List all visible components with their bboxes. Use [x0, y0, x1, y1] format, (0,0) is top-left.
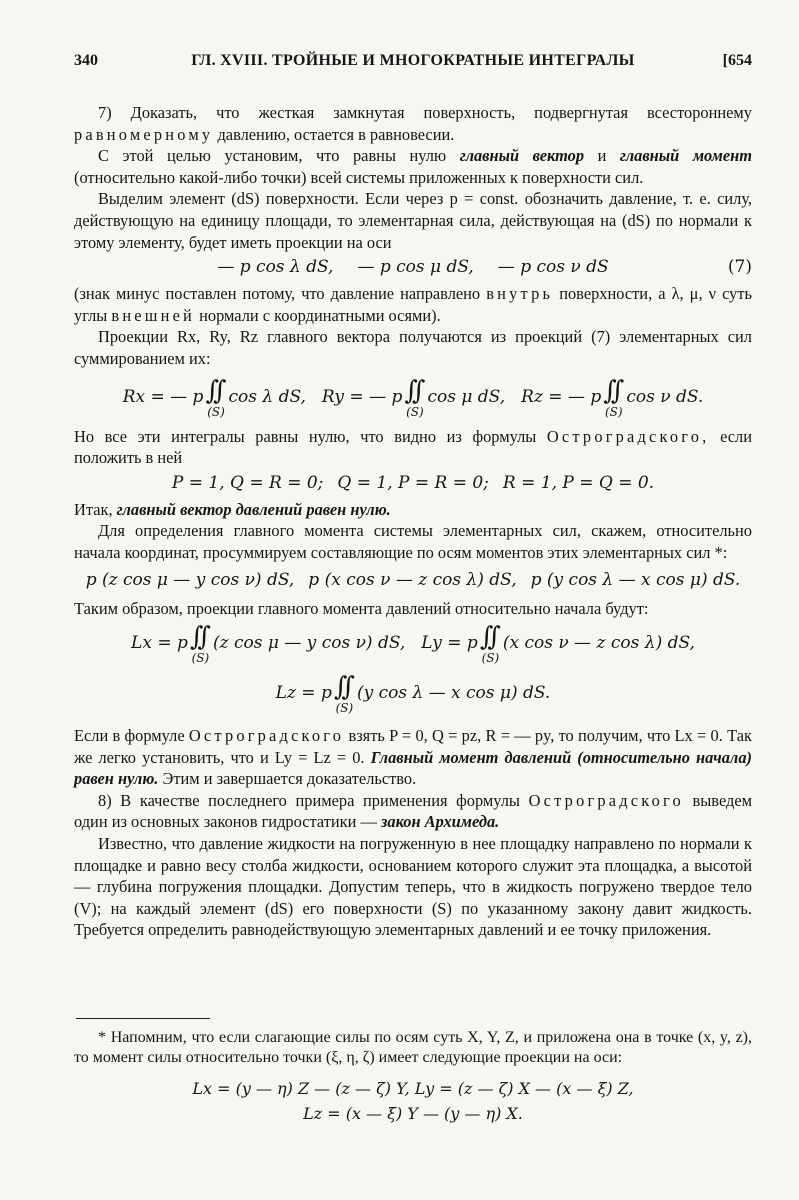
main-text — [74, 96, 752, 941]
footnote-rule — [76, 1018, 210, 1019]
paragraph-sign-note: (знак минус поставлен потому, что давление направлено внутрь поверхности, а λ, μ, ν суть углы внешней нормали с координатными осями). — [74, 284, 752, 325]
double-integral: ∫∫ (S) — [603, 375, 623, 419]
spaced-word: внутрь — [486, 284, 554, 304]
term-main-moment: главный момент — [619, 146, 752, 166]
equation-lx-ly: Lx = p ∫∫ (S) (z cos μ — y cos ν) dS, Ly = p ∫∫ (S) (x cos ν — z cos λ) dS, — [131, 622, 695, 666]
chapter-title: ГЛ. XVIII. ТРОЙНЫЕ И МНОГОКРАТНЫЕ ИНТЕГРАЛЫ — [191, 52, 635, 69]
conclusion-text: Главный момент давлений (относительно начала) равен нулю. — [74, 747, 752, 789]
paragraph-element: Выделим элемент (dS) поверхности. Если через p = const. обозначить давление, т. е. силу, действующую на единицу площади, то элементарная сила, действующая на (dS) по нормали к этому элементу, будет иметь проекции на оси — [74, 189, 752, 252]
paragraph-problem-8: 8) В качестве последнего примера применения формулы Остроградского выведем один из основных законов гидростатики — закон Архимеда. — [74, 790, 752, 832]
footnote-text: * Напомним, что если слагающие силы по осям суть X, Y, Z, и приложена она в точке (x, y, z), то момент силы относительно точки (ξ, η, ζ) имеет следующие проекции на оси: — [74, 1029, 752, 1066]
paragraph-conclusion-vector: Итак, главный вектор давлений равен нулю. — [74, 499, 391, 519]
double-integral: ∫∫ (S) — [404, 375, 424, 419]
spaced-word: внешней — [111, 305, 196, 325]
spaced-name: Остроградского — [188, 726, 345, 746]
equation-pqr: P = 1, Q = R = 0; Q = 1, P = R = 0; R = 1, P = Q = 0. — [171, 472, 655, 493]
spaced-word: равномерному — [74, 124, 214, 144]
term-main-vector: главный вектор — [459, 146, 585, 166]
equation-moment-components: p (z cos μ — y cos ν) dS, p (x cos ν — z cos λ) dS, p (y cos λ — x cos μ) dS. — [85, 569, 741, 590]
law-name: закон Архимеда. — [380, 812, 500, 832]
section-number: [654 — [722, 52, 752, 69]
footnote-equation-2: Lz = (x — ξ) Y — (y — η) X. — [303, 1104, 523, 1123]
paragraph-moment-projections: Таким образом, проекции главного момента давлений относительно начала будут: — [74, 598, 649, 618]
spaced-name: Остроградского, — [546, 426, 710, 446]
equation-main-vector: Rx = — p ∫∫ (S) cos λ dS, Ry = — p ∫∫ (S) cos μ dS, Rz = — p ∫∫ (S) cos ν dS. — [122, 375, 704, 419]
paragraph-goal: С этой целью установим, что равны нулю главный вектор и главный момент (относительно какой-либо точки) всей системы приложенных к поверхности сил. — [74, 146, 752, 187]
equation-lz: Lz = p ∫∫ (S) (y cos λ — x cos μ) dS. — [275, 672, 551, 716]
footnote — [74, 1028, 752, 1126]
running-header — [74, 52, 752, 82]
paragraph-moment-zero: Если в формуле Остроградского взять P = 0, Q = pz, R = — py, то получим, что Lx = 0. Так же легко установить, что и Ly = Lz = 0. Главный момент давлений (относительно начала) равен нулю. Этим и завершается доказательство. — [74, 726, 752, 789]
paragraph-problem-7: 7) Доказать, что жесткая замкнутая поверхность, подвергнутая всестороннему равномерному давлению, остается в равновесии. — [74, 103, 752, 144]
equation-number: (7) — [727, 257, 752, 278]
paragraph-moment: Для определения главного момента системы элементарных сил, скажем, относительно начала координат, просуммируем составляющие по осям моментов этих элементарных сил *: — [74, 521, 752, 562]
paragraph-hydrostatics: Известно, что давление жидкости на погруженную в нее площадку направлено по нормали к площадке и равно весу столба жидкости, основанием которого служит эта площадка, а высотой — глубина погружения площадки. Допустим теперь, что в жидкость погружено твердое тело (V); на каждый элемент (dS) его поверхности (S) по указанному закону давит жидкость. Требуется определить равнодействующую элементарных давлений и ее точку приложения. — [74, 834, 752, 940]
conclusion-text: главный вектор давлений равен нулю. — [116, 499, 391, 519]
paragraph-projections: Проекции Rx, Ry, Rz главного вектора получаются из проекций (7) элементарных сил суммированием их: — [74, 327, 752, 368]
page-number: 340 — [74, 52, 98, 69]
double-integral: ∫∫ (S) — [479, 622, 500, 666]
double-integral: ∫∫ (S) — [333, 672, 354, 716]
equation-7: — p cos λ dS, — p cos μ dS, — p cos ν dS (7) — [217, 257, 752, 278]
spaced-name: Остроградского — [528, 790, 684, 810]
footnote-equation-1: Lx = (y — η) Z — (z — ζ) Y, Ly = (z — ζ) X — (x — ξ) Z, — [192, 1079, 634, 1098]
double-integral: ∫∫ (S) — [205, 375, 225, 419]
paragraph-integrals-zero: Но все эти интегралы равны нулю, что видно из формулы Остроградского, если положить в ней — [74, 426, 752, 468]
double-integral: ∫∫ (S) — [189, 622, 210, 666]
